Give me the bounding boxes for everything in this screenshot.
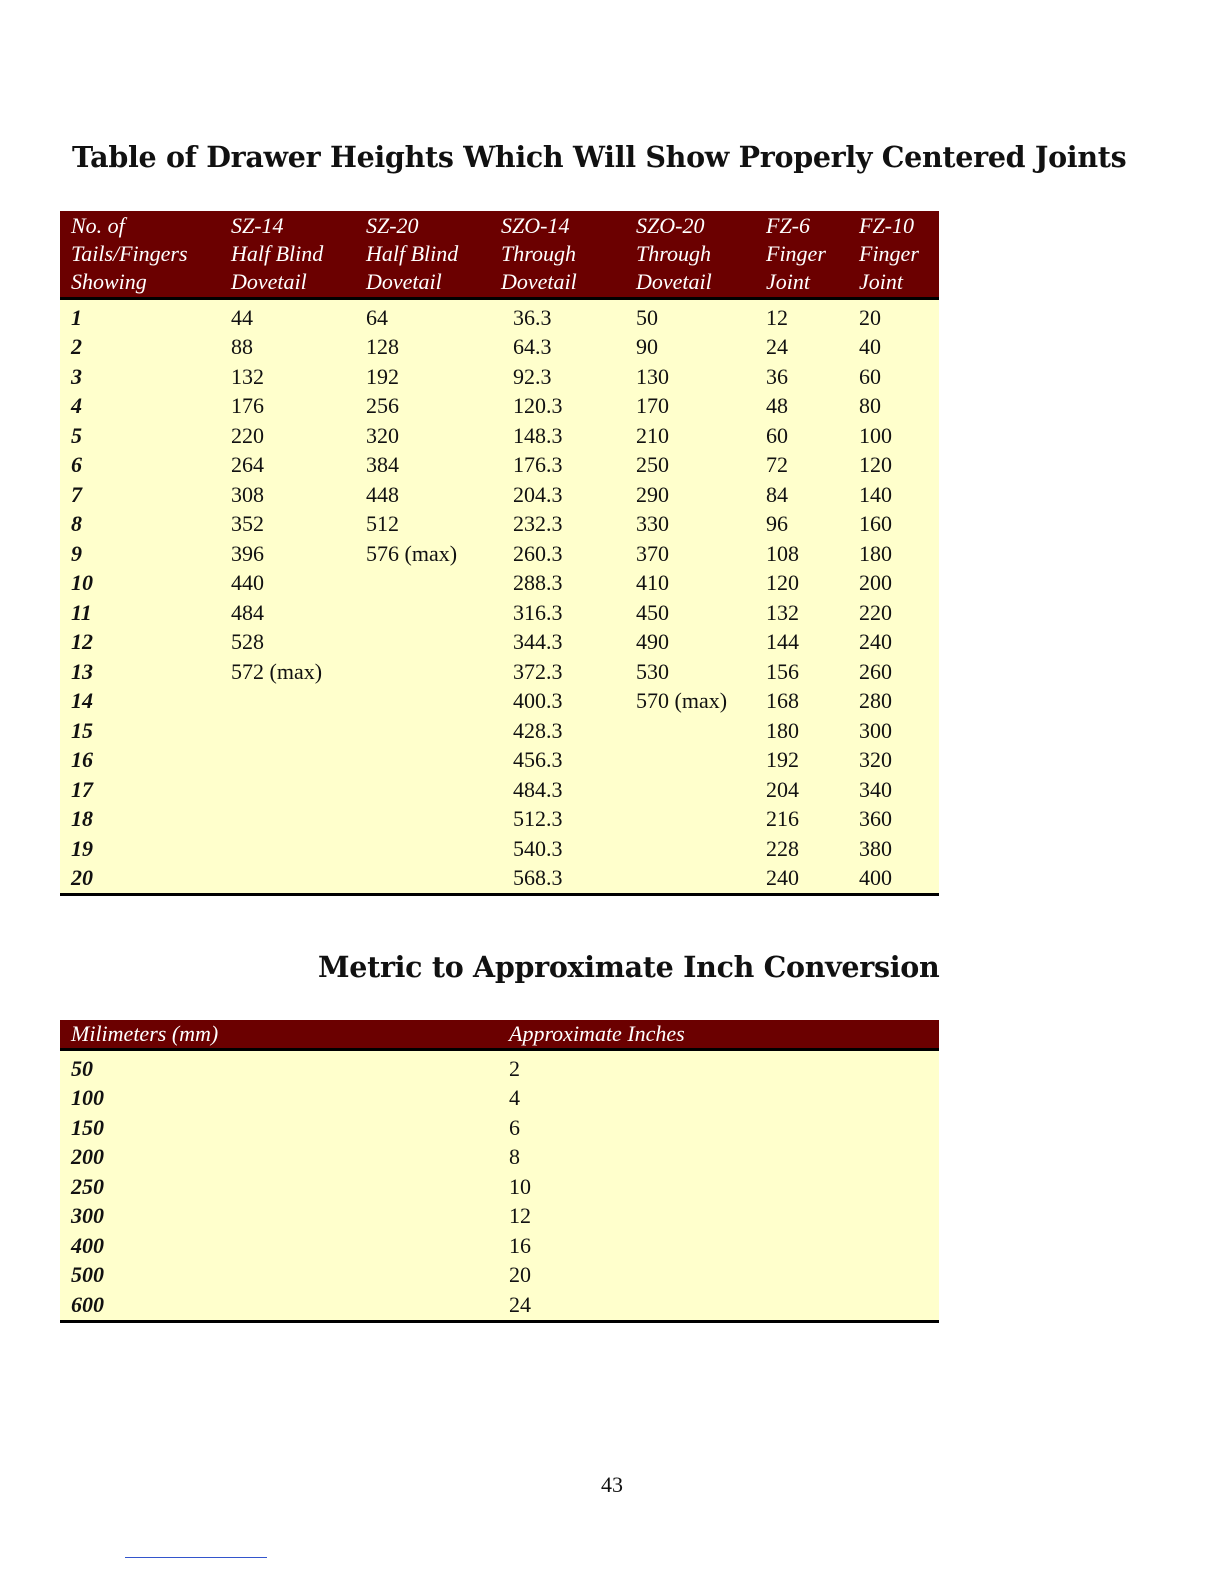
- table-cell: 128: [355, 333, 490, 363]
- table-cell: [220, 864, 355, 895]
- table-cell: 12: [755, 299, 848, 333]
- table-row: [60, 1084, 939, 1114]
- table-cell: 192: [355, 362, 490, 392]
- table-cell: 2: [498, 1050, 939, 1084]
- table-cell: 180: [755, 716, 848, 746]
- column-header: [625, 211, 755, 299]
- table-cell: 450: [625, 598, 755, 628]
- table-cell: 380: [848, 834, 939, 864]
- row-label: 100: [60, 1084, 498, 1114]
- row-label: 11: [60, 598, 220, 628]
- table-cell: 168: [755, 687, 848, 717]
- column-header-line: Joint: [859, 269, 903, 294]
- row-label: 8: [60, 510, 220, 540]
- table-cell: 428.3: [490, 716, 625, 746]
- table-cell: 16: [498, 1231, 939, 1261]
- table-row: [60, 598, 939, 628]
- row-label: 400: [60, 1231, 498, 1261]
- table-cell: 528: [220, 628, 355, 658]
- table-row: [60, 510, 939, 540]
- table-cell: 176: [220, 392, 355, 422]
- table-cell: 512.3: [490, 805, 625, 835]
- drawer-heights-table: [60, 211, 939, 896]
- table-row: [60, 1290, 939, 1321]
- table-cell: [220, 805, 355, 835]
- table-row: [60, 1261, 939, 1291]
- table-cell: 132: [220, 362, 355, 392]
- column-header: Milimeters (mm): [60, 1020, 498, 1050]
- column-header-line: Tails/Fingers: [71, 241, 188, 266]
- table-cell: [625, 775, 755, 805]
- table-row: [60, 362, 939, 392]
- table-cell: 36.3: [490, 299, 625, 333]
- table-cell: 540.3: [490, 834, 625, 864]
- table-cell: 240: [848, 628, 939, 658]
- column-header-line: Through: [636, 241, 711, 266]
- table-row: [60, 480, 939, 510]
- row-label: 1: [60, 299, 220, 333]
- table-row: [60, 628, 939, 658]
- table-cell: 180: [848, 539, 939, 569]
- table-cell: 410: [625, 569, 755, 599]
- table-row: [60, 421, 939, 451]
- table-cell: 60: [848, 362, 939, 392]
- column-header-line: SZ-20: [366, 213, 419, 238]
- row-label: 4: [60, 392, 220, 422]
- column-header-line: SZO-14: [501, 213, 570, 238]
- table-row: [60, 1172, 939, 1202]
- table-cell: 400.3: [490, 687, 625, 717]
- table-cell: 204: [755, 775, 848, 805]
- column-header-line: Dovetail: [636, 269, 712, 294]
- table-row: [60, 775, 939, 805]
- table-cell: 448: [355, 480, 490, 510]
- table-cell: 440: [220, 569, 355, 599]
- table-cell: 64: [355, 299, 490, 333]
- table-cell: 280: [848, 687, 939, 717]
- column-header: [490, 211, 625, 299]
- table-cell: 192: [755, 746, 848, 776]
- table-cell: 308: [220, 480, 355, 510]
- table-cell: [220, 775, 355, 805]
- page-number: 43: [601, 1472, 623, 1497]
- table-cell: 240: [755, 864, 848, 895]
- table-cell: [625, 746, 755, 776]
- table-cell: 40: [848, 333, 939, 363]
- row-label: 50: [60, 1050, 498, 1084]
- table-cell: 290: [625, 480, 755, 510]
- table-cell: 50: [625, 299, 755, 333]
- table-row: [60, 716, 939, 746]
- table-cell: 10: [498, 1172, 939, 1202]
- table-cell: 456.3: [490, 746, 625, 776]
- table-cell: 108: [755, 539, 848, 569]
- table-cell: [355, 775, 490, 805]
- table-row: [60, 805, 939, 835]
- table-cell: 72: [755, 451, 848, 481]
- table-cell: 44: [220, 299, 355, 333]
- table-cell: 340: [848, 775, 939, 805]
- column-header-line: SZO-20: [636, 213, 705, 238]
- table-cell: [355, 746, 490, 776]
- row-label: 20: [60, 864, 220, 895]
- column-header-line: Dovetail: [501, 269, 577, 294]
- table-row: [60, 451, 939, 481]
- row-label: 12: [60, 628, 220, 658]
- table-cell: 92.3: [490, 362, 625, 392]
- table-row: [60, 539, 939, 569]
- table-cell: 132: [755, 598, 848, 628]
- table-cell: 160: [848, 510, 939, 540]
- row-label: 13: [60, 657, 220, 687]
- table-row: [60, 569, 939, 599]
- row-label: 500: [60, 1261, 498, 1291]
- table-cell: 512: [355, 510, 490, 540]
- column-header-line: FZ-10: [859, 213, 914, 238]
- table-cell: 120: [848, 451, 939, 481]
- column-header-line: Through: [501, 241, 576, 266]
- table-cell: 260.3: [490, 539, 625, 569]
- column-header: Approximate Inches: [498, 1020, 939, 1050]
- table-cell: [625, 716, 755, 746]
- column-header-line: Half Blind: [366, 241, 459, 266]
- table-cell: 90: [625, 333, 755, 363]
- column-header-line: FZ-6: [766, 213, 810, 238]
- row-label: 14: [60, 687, 220, 717]
- table-cell: 20: [498, 1261, 939, 1291]
- row-label: 15: [60, 716, 220, 746]
- column-header: [60, 211, 220, 299]
- table-cell: 360: [848, 805, 939, 835]
- table-cell: 120.3: [490, 392, 625, 422]
- table-cell: 484.3: [490, 775, 625, 805]
- table-cell: 20: [848, 299, 939, 333]
- table-cell: 60: [755, 421, 848, 451]
- row-label: 17: [60, 775, 220, 805]
- table-cell: 130: [625, 362, 755, 392]
- table-cell: [355, 864, 490, 895]
- column-header-line: Dovetail: [231, 269, 307, 294]
- row-label: 250: [60, 1172, 498, 1202]
- table-cell: [355, 628, 490, 658]
- column-header-line: SZ-14: [231, 213, 284, 238]
- table-cell: 264: [220, 451, 355, 481]
- table-cell: 220: [848, 598, 939, 628]
- table-cell: 320: [848, 746, 939, 776]
- table-cell: 288.3: [490, 569, 625, 599]
- table-cell: 484: [220, 598, 355, 628]
- table-cell: 570 (max): [625, 687, 755, 717]
- table-cell: [355, 716, 490, 746]
- table-cell: 24: [498, 1290, 939, 1321]
- row-label: 3: [60, 362, 220, 392]
- column-header: [848, 211, 939, 299]
- table-cell: 48: [755, 392, 848, 422]
- drawer-table-header: [60, 211, 939, 299]
- column-header: [220, 211, 355, 299]
- row-label: 2: [60, 333, 220, 363]
- table-cell: [220, 716, 355, 746]
- table-row: [60, 1143, 939, 1173]
- conversion-table-body: [60, 1050, 939, 1322]
- table-cell: 572 (max): [220, 657, 355, 687]
- table-cell: 316.3: [490, 598, 625, 628]
- header-row: [60, 1020, 939, 1050]
- column-header-line: No. of: [71, 213, 125, 238]
- table-cell: [355, 598, 490, 628]
- table-cell: [220, 834, 355, 864]
- table-cell: [355, 687, 490, 717]
- table-cell: 216: [755, 805, 848, 835]
- row-label: 150: [60, 1113, 498, 1143]
- column-header-line: Finger: [859, 241, 919, 266]
- table-cell: 396: [220, 539, 355, 569]
- table-cell: [625, 805, 755, 835]
- table-cell: 8: [498, 1143, 939, 1173]
- row-label: 18: [60, 805, 220, 835]
- table-cell: [625, 834, 755, 864]
- table-cell: [355, 569, 490, 599]
- table-row: [60, 746, 939, 776]
- row-label: 10: [60, 569, 220, 599]
- table-cell: 84: [755, 480, 848, 510]
- table-cell: 176.3: [490, 451, 625, 481]
- table-cell: 144: [755, 628, 848, 658]
- footnote-rule: [125, 1557, 267, 1558]
- table-cell: 80: [848, 392, 939, 422]
- table-cell: 200: [848, 569, 939, 599]
- table-cell: 372.3: [490, 657, 625, 687]
- table-row: [60, 333, 939, 363]
- table-cell: 64.3: [490, 333, 625, 363]
- column-header-line: Joint: [766, 269, 810, 294]
- table-cell: 384: [355, 451, 490, 481]
- table-cell: 568.3: [490, 864, 625, 895]
- table-cell: 156: [755, 657, 848, 687]
- row-label: 6: [60, 451, 220, 481]
- column-header-line: Half Blind: [231, 241, 324, 266]
- table-cell: 24: [755, 333, 848, 363]
- table-cell: 100: [848, 421, 939, 451]
- table-cell: 260: [848, 657, 939, 687]
- conversion-table-title: Metric to Approximate Inch Conversion: [318, 950, 940, 984]
- table-cell: 170: [625, 392, 755, 422]
- table-cell: 228: [755, 834, 848, 864]
- row-label: 16: [60, 746, 220, 776]
- table-cell: 400: [848, 864, 939, 895]
- table-cell: [220, 746, 355, 776]
- table-row: [60, 687, 939, 717]
- table-cell: 4: [498, 1084, 939, 1114]
- table-cell: 96: [755, 510, 848, 540]
- table-cell: 140: [848, 480, 939, 510]
- row-label: 19: [60, 834, 220, 864]
- table-row: [60, 657, 939, 687]
- table-cell: 490: [625, 628, 755, 658]
- table-cell: 344.3: [490, 628, 625, 658]
- table-row: [60, 864, 939, 895]
- table-row: [60, 392, 939, 422]
- table-cell: 576 (max): [355, 539, 490, 569]
- table-cell: 370: [625, 539, 755, 569]
- table-cell: [355, 805, 490, 835]
- table-cell: [220, 687, 355, 717]
- table-cell: 6: [498, 1113, 939, 1143]
- table-cell: [355, 834, 490, 864]
- table-cell: 120: [755, 569, 848, 599]
- table-row: [60, 834, 939, 864]
- table-cell: [355, 657, 490, 687]
- table-cell: 250: [625, 451, 755, 481]
- table-row: [60, 1113, 939, 1143]
- table-row: [60, 1231, 939, 1261]
- table-cell: 256: [355, 392, 490, 422]
- row-label: 200: [60, 1143, 498, 1173]
- table-cell: [625, 864, 755, 895]
- table-cell: 320: [355, 421, 490, 451]
- row-label: 9: [60, 539, 220, 569]
- table-cell: 204.3: [490, 480, 625, 510]
- column-header-line: Showing: [71, 269, 147, 294]
- table-cell: 300: [848, 716, 939, 746]
- table-cell: 232.3: [490, 510, 625, 540]
- table-row: [60, 1202, 939, 1232]
- header-row: [60, 211, 939, 299]
- row-label: 300: [60, 1202, 498, 1232]
- table-cell: 88: [220, 333, 355, 363]
- conversion-table-header: [60, 1020, 939, 1050]
- column-header: [755, 211, 848, 299]
- table-cell: 36: [755, 362, 848, 392]
- table-cell: 330: [625, 510, 755, 540]
- table-cell: 530: [625, 657, 755, 687]
- column-header: [355, 211, 490, 299]
- row-label: 7: [60, 480, 220, 510]
- table-row: [60, 299, 939, 333]
- table-cell: 352: [220, 510, 355, 540]
- table-cell: 148.3: [490, 421, 625, 451]
- drawer-table-title: Table of Drawer Heights Which Will Show Properly Centered Joints: [72, 140, 1127, 174]
- row-label: 600: [60, 1290, 498, 1321]
- table-cell: 220: [220, 421, 355, 451]
- column-header-line: Finger: [766, 241, 826, 266]
- table-cell: 210: [625, 421, 755, 451]
- table-row: [60, 1050, 939, 1084]
- table-cell: 12: [498, 1202, 939, 1232]
- drawer-table-body: [60, 299, 939, 895]
- metric-conversion-table: [60, 1020, 939, 1323]
- row-label: 5: [60, 421, 220, 451]
- column-header-line: Dovetail: [366, 269, 442, 294]
